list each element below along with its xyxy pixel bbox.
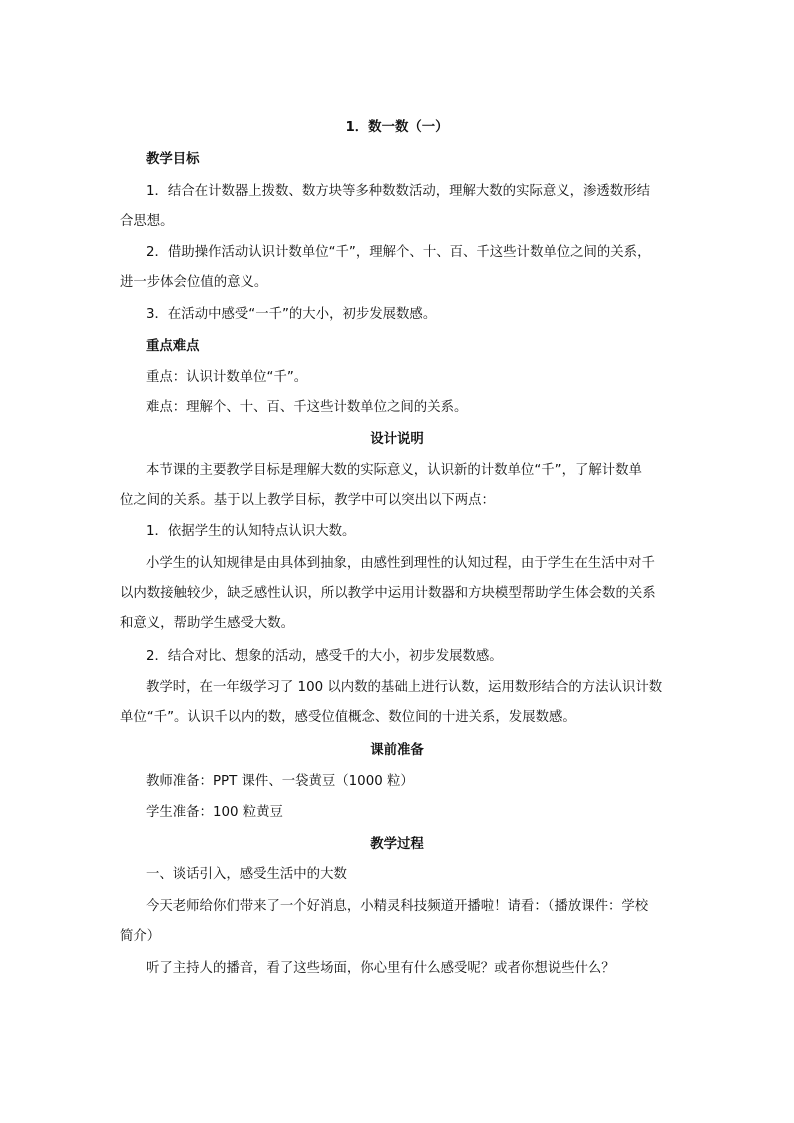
process-heading: 教学过程 [370, 837, 424, 852]
teacher-prep: 教师准备：PPT 课件、一袋黄豆（1000 粒） [146, 774, 414, 789]
design-para-2-line-1: 教学时，在一年级学习了 100 以内数的基础上进行认数，运用数形结合的方法认识计数 [146, 680, 663, 695]
process-para-line-1: 今天老师给你们带来了一个好消息，小精灵科技频道开播啦！请看：（播放课件：学校 [146, 899, 649, 914]
objective-1-line-2: 合思想。 [120, 214, 174, 229]
prep-heading: 课前准备 [370, 743, 424, 758]
process-para-line-2: 简介） [120, 929, 161, 944]
design-intro-line-1: 本节课的主要教学目标是理解大数的实际意义，认识新的计数单位“千”，了解计数单 [146, 463, 642, 478]
design-heading: 设计说明 [370, 432, 424, 447]
objective-2-line-2: 进一步体会位值的意义。 [120, 275, 268, 290]
objective-2-line-1: 2．借助操作活动认识计数单位“千”，理解个、十、百、千这些计数单位之间的关系， [146, 245, 651, 260]
objective-1-line-1: 1．结合在计数器上拨数、数方块等多种数数活动，理解大数的实际意义，渗透数形结 [146, 184, 650, 199]
objectives-heading: 教学目标 [146, 152, 200, 167]
difficult-point: 难点：理解个、十、百、千这些计数单位之间的关系。 [146, 400, 468, 415]
key-points-heading: 重点难点 [146, 339, 200, 354]
design-point-1: 1．依据学生的认知特点认识大数。 [146, 524, 356, 539]
design-para-1-line-2: 以内数接触较少，缺乏感性认识，所以教学中运用计数器和方块模型帮助学生体会数的关系 [120, 586, 656, 601]
design-para-2-line-2: 单位“千”。认识千以内的数，感受位值概念、数位间的十进关系，发展数感。 [120, 710, 576, 725]
design-para-1-line-1: 小学生的认知规律是由具体到抽象，由感性到理性的认知过程，由于学生在生活中对千 [146, 556, 655, 571]
student-prep: 学生准备：100 粒黄豆 [146, 805, 283, 820]
process-step-1: 一、谈话引入，感受生活中的大数 [146, 867, 347, 882]
key-point: 重点：认识计数单位“千”。 [146, 370, 308, 385]
design-intro-line-2: 位之间的关系。基于以上教学目标，教学中可以突出以下两点： [120, 493, 495, 508]
process-para-line-3: 听了主持人的播音，看了这些场面，你心里有什么感受呢？或者你想说些什么？ [146, 961, 615, 976]
page-title: 1．数一数（一） [345, 120, 449, 135]
design-point-2: 2．结合对比、想象的活动，感受千的大小，初步发展数感。 [146, 649, 503, 664]
objective-3: 3．在活动中感受“一千”的大小，初步发展数感。 [146, 307, 437, 322]
design-para-1-line-3: 和意义，帮助学生感受大数。 [120, 616, 295, 631]
